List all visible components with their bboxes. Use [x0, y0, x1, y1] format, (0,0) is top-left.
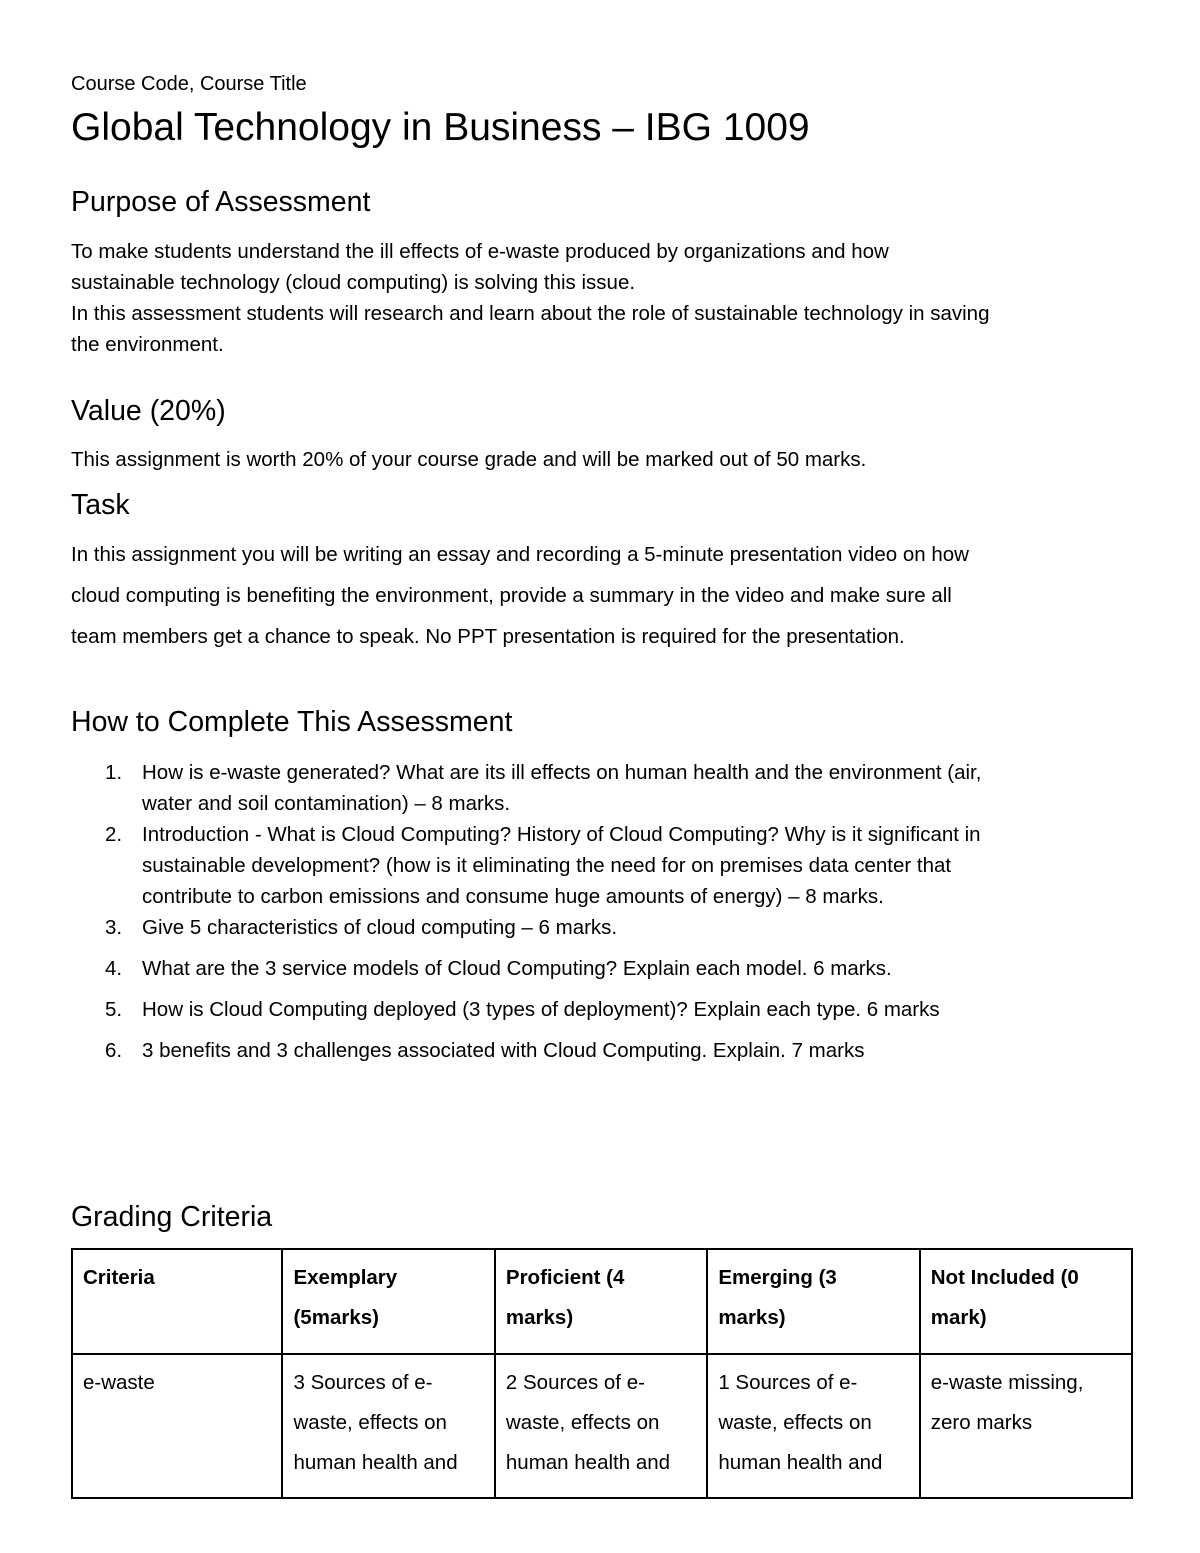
list-item [71, 757, 1133, 819]
table-cell-line: waste, effects on [718, 1411, 872, 1434]
table-cell-line: 1 Sources of e- [718, 1371, 858, 1394]
table-cell-line: human health and [718, 1451, 883, 1474]
column-header-proficient [495, 1249, 707, 1354]
value-line: This assignment is worth 20% of your course grade and will be marked out of 50 marks. [71, 448, 867, 471]
table-cell [282, 1354, 494, 1498]
column-header-line: Emerging (3 [718, 1266, 837, 1289]
table-header-row [72, 1249, 1132, 1354]
task-line: cloud computing is benefiting the environment, provide a summary in the video and make sure all [71, 584, 952, 607]
list-item [71, 912, 1133, 943]
column-header-emerging [707, 1249, 919, 1354]
list-item-line: water and soil contamination) – 8 marks. [142, 792, 511, 815]
table-row [72, 1354, 1132, 1498]
column-header-line: Exemplary [293, 1266, 398, 1289]
column-header-line: Proficient (4 [505, 1266, 625, 1289]
list-item-number: 2. [105, 823, 123, 846]
list-item [71, 819, 1133, 912]
list-item-line: How is e-waste generated? What are its ill effects on human health and the environment (air, [142, 761, 982, 784]
list-item-number: 5. [105, 998, 123, 1021]
table-cell-line: human health and [505, 1451, 671, 1474]
list-item [71, 994, 1133, 1025]
list-item-number: 6. [105, 1039, 123, 1062]
column-header-line: (5marks) [293, 1306, 379, 1329]
column-header-line: marks) [718, 1306, 786, 1329]
list-item-line: contribute to carbon emissions and consume huge amounts of energy) – 8 marks. [142, 885, 884, 908]
table-cell-line: waste, effects on [505, 1411, 660, 1434]
column-header-line: marks) [505, 1306, 574, 1329]
list-item-number: 4. [105, 957, 123, 980]
task-line: team members get a chance to speak. No PPT presentation is required for the presentation. [71, 625, 905, 648]
grading-heading: Grading Criteria [71, 1201, 273, 1233]
purpose-line: sustainable technology (cloud computing) is solving this issue. [71, 271, 636, 294]
list-item-line: 3 benefits and 3 challenges associated with Cloud Computing. Explain. 7 marks [142, 1039, 865, 1062]
table-cell-line: human health and [293, 1451, 458, 1474]
list-item-number: 3. [105, 916, 123, 939]
list-item-line: Give 5 characteristics of cloud computing – 6 marks. [142, 916, 618, 939]
table-cell-line: 2 Sources of e- [505, 1371, 645, 1394]
table-cell [920, 1354, 1132, 1498]
list-item-line: What are the 3 service models of Cloud Computing? Explain each model. 6 marks. [142, 957, 892, 980]
column-header-exemplary [282, 1249, 494, 1354]
table-cell-line: zero marks [930, 1411, 1033, 1434]
column-header-line: mark) [930, 1306, 987, 1329]
column-header-line: Not Included (0 [930, 1266, 1079, 1289]
how-to-complete-heading: How to Complete This Assessment [71, 706, 513, 738]
list-item-line: Introduction - What is Cloud Computing? History of Cloud Computing? Why is it significant in [142, 823, 981, 846]
table-cell-line: e-waste missing, [930, 1371, 1084, 1394]
value-heading: Value (20%) [71, 395, 226, 427]
purpose-line: the environment. [71, 333, 224, 356]
column-header-criteria [72, 1249, 282, 1354]
purpose-text [71, 236, 1133, 360]
list-item-number: 1. [105, 761, 123, 784]
task-line: In this assignment you will be writing an essay and recording a 5-minute presentation video on how [71, 543, 969, 566]
table-cell [72, 1354, 282, 1498]
steps-list [71, 757, 1133, 1076]
page-title: Global Technology in Business – IBG 1009 [71, 106, 810, 149]
purpose-line: In this assessment students will research and learn about the role of sustainable technology in saving [71, 302, 990, 325]
table-cell [707, 1354, 919, 1498]
task-heading: Task [71, 489, 130, 521]
list-item [71, 1035, 1133, 1066]
table-cell-line: waste, effects on [293, 1411, 447, 1434]
table-cell [495, 1354, 707, 1498]
value-text [71, 444, 1133, 475]
table-cell-line: 3 Sources of e- [293, 1371, 433, 1394]
grading-table [71, 1248, 1133, 1499]
purpose-line: To make students understand the ill effects of e-waste produced by organizations and how [71, 240, 889, 263]
purpose-heading: Purpose of Assessment [71, 186, 371, 218]
list-item-line: sustainable development? (how is it eliminating the need for on premises data center that [142, 854, 952, 877]
table-cell-line: e-waste [83, 1371, 155, 1394]
course-code-label: Course Code, Course Title [71, 73, 307, 95]
list-item-line: How is Cloud Computing deployed (3 types of deployment)? Explain each type. 6 marks [142, 998, 940, 1021]
column-header-not-included [920, 1249, 1132, 1354]
task-text [71, 534, 1133, 657]
column-header-line: Criteria [83, 1266, 155, 1289]
list-item [71, 953, 1133, 984]
